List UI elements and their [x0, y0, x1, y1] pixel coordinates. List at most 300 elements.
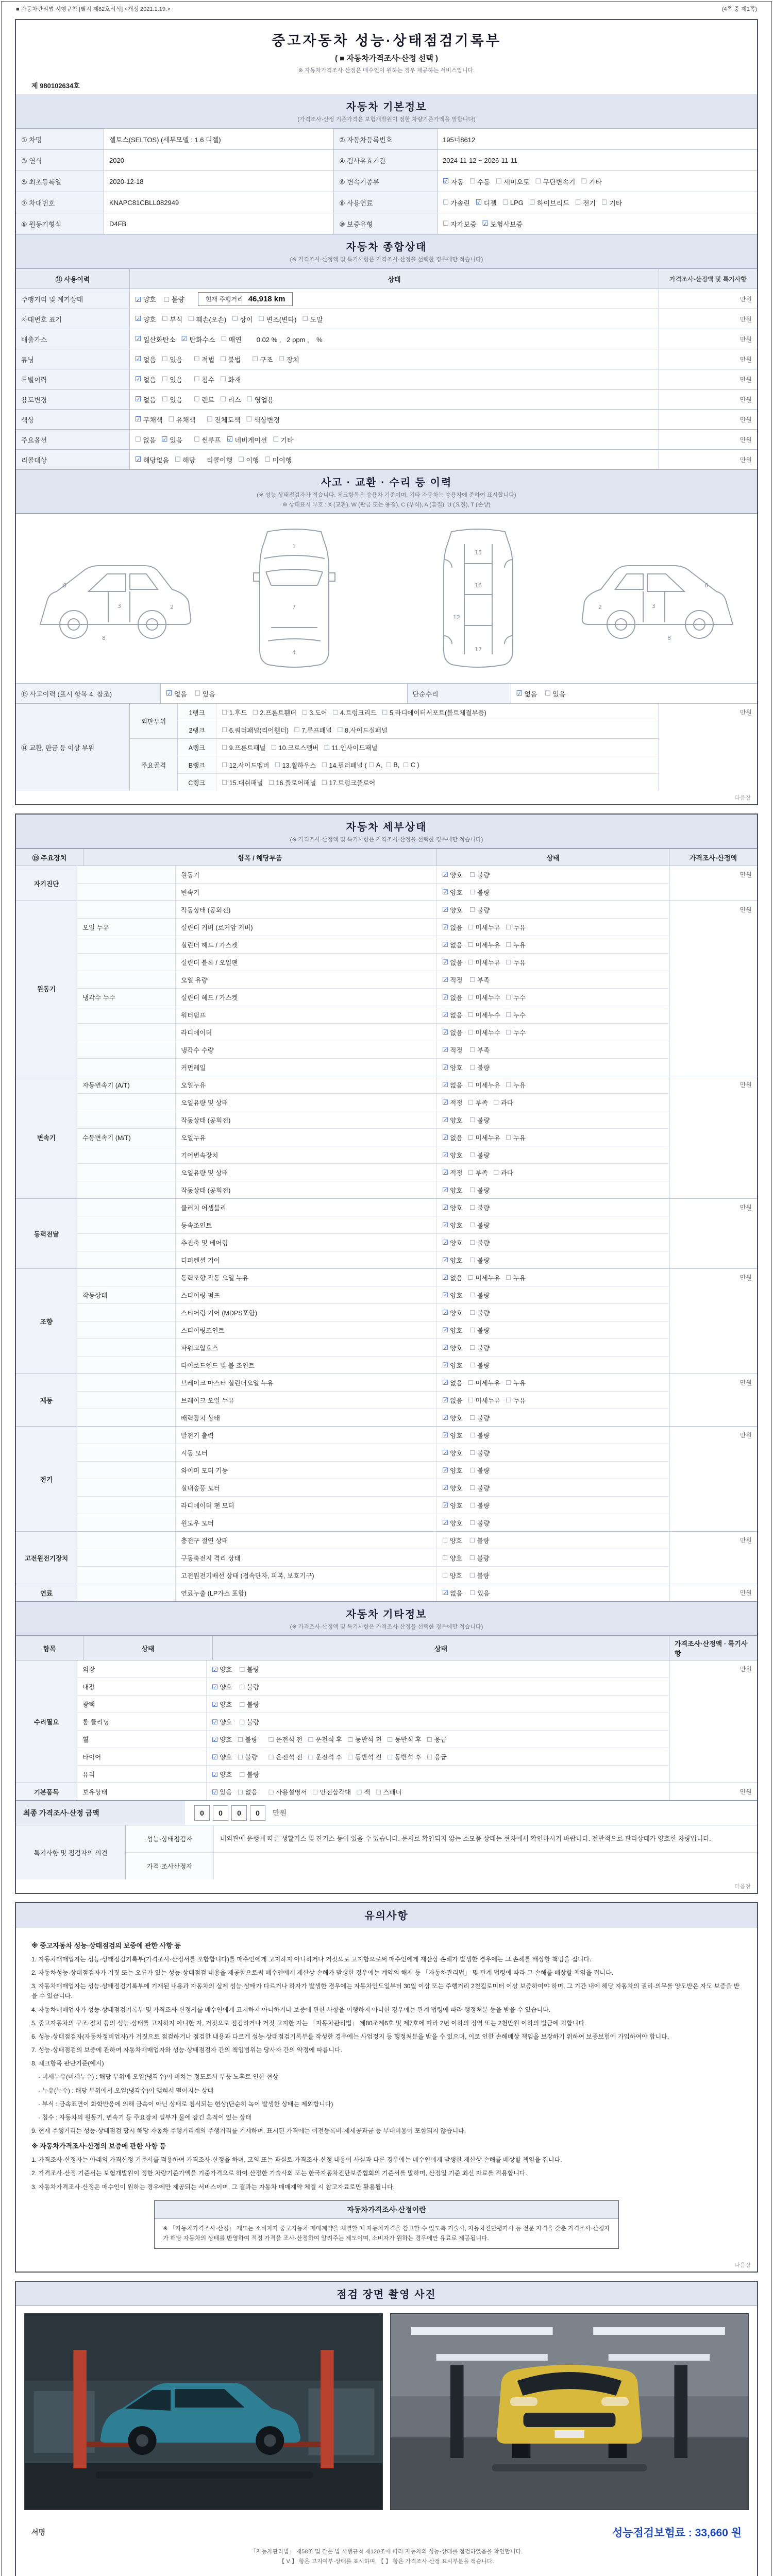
table-row [77, 1427, 669, 1444]
accident-subnote1: (※ 성능·상태점검자가 적습니다. 체크항목은 승용차 기준이며, 기타 자동차는 승용차에 준하여 표시합니다) [257, 492, 516, 498]
table-row [77, 1163, 669, 1181]
photos-title: 점검 장면 촬영 사진 [337, 2289, 436, 2300]
item-part: 외장 [77, 1660, 207, 1677]
table-row [77, 1514, 669, 1531]
status-checkboxes: ☑ 양호 ☐ 불량 [212, 1700, 260, 1708]
device-name: 제동 [16, 1374, 77, 1426]
item-part: 커먼레일 [176, 1059, 437, 1076]
item-group [77, 1216, 176, 1233]
section-box-main [15, 19, 758, 805]
item-part: 워터펌프 [176, 1006, 437, 1023]
table-row [16, 192, 757, 213]
item-group [77, 1041, 176, 1058]
item-part: 시동 모터 [176, 1444, 437, 1461]
device-name: 변속기 [16, 1076, 77, 1198]
status-checkboxes: ☑ 양호 ☐ 불량 [442, 1308, 490, 1317]
table-row [77, 1677, 669, 1695]
detail-section-transmission [16, 1076, 757, 1198]
notice-paragraph: 9. 현재 주행거리는 성능·상태점검 당시 해당 자동차 주행거리계의 주행거리를 기재하며, 표시된 가격에는 이전등록비·제세공과금 등 부대비용이 포함되지 않습니다. [31, 2127, 466, 2135]
table-row [77, 1532, 669, 1549]
status-checkboxes: ☑ 없음 ☐ 미세누유 ☐ 누유 [442, 1080, 526, 1089]
basic-info-subnote: (가격조사·산정 기준가격은 보험개발원이 정한 차량기준가액을 말합니다) [297, 116, 476, 123]
field-label: ① 차명 [16, 129, 104, 149]
signature-label: 서명 [31, 2528, 46, 2536]
notice-header [16, 1903, 757, 1927]
car-name-value: 셀토스(SELTOS) (세부모델 : 1.6 디젤) [104, 129, 333, 149]
status-checkboxes: ☑ 양호 ☐ 불량 [442, 888, 490, 896]
status-checkboxes: ☑ 없음 ☐ 미세누유 ☐ 누유 [442, 1273, 526, 1282]
item-part: 광택 [77, 1696, 207, 1713]
price-cell: 만원 [669, 1199, 757, 1268]
exchange-panel-label: ⑭ 교환, 판금 등 이상 부위 [16, 704, 129, 791]
notice-paragraph: 2. 가격조사·산정 기준서는 보험개발원이 정한 차량기준가액을 기준가격으로 하여 산정한 기술사회 또는 한국자동차진단보증협회의 기준서를 말하며, 산정일 기준 최신 자료를 적용합니다. [31, 2170, 527, 2177]
status-checkboxes-wrap [207, 1678, 669, 1695]
opinion-author: 성능·상태점검자 [126, 1825, 214, 1852]
item-group [77, 884, 176, 901]
basic-info-title: 자동차 기본정보 [346, 101, 427, 113]
rank-row [178, 756, 659, 773]
opinion-text: 내외관에 운행에 따른 생활기스 및 잔기스 등이 있을 수 있습니다. 문서로 확인되지 않는 소모품 상태는 현차에서 확인하시기 바랍니다. 전반적으로 관리상태가 양호한 차량입니다. [220, 1835, 711, 1842]
status-checkboxes: ☑ 양호 ☐ 불량 [442, 1501, 490, 1510]
table-row [77, 1549, 669, 1566]
price-cell: 만원 [669, 1660, 757, 1783]
detail-section-steering [16, 1268, 757, 1374]
status-checkboxes: ☑ 양호 ☐ 불량 [442, 905, 490, 914]
table-row [77, 1093, 669, 1111]
item-group [77, 1549, 176, 1566]
row-label: 주행거리 및 계기상태 [16, 289, 129, 309]
row-label: 주요옵션 [16, 430, 129, 449]
table-row [77, 1391, 669, 1409]
item-group [77, 1269, 176, 1286]
status-checkboxes: ☑ 양호 ☐ 불량 [212, 1770, 260, 1778]
item-group [77, 1006, 176, 1023]
car-diagram-bottom [392, 521, 565, 676]
status-checkboxes: ☑ 양호 ☐ 불량 [442, 1221, 490, 1229]
svg-text:3: 3 [652, 603, 656, 609]
fuel-type-checkboxes: ☐ 가솔린 ☑ 디젤 ☐ LPG ☐ 하이브리드 ☐ 전기 ☐ 기타 [437, 192, 757, 213]
signature-area [16, 2517, 757, 2576]
status-checkboxes: ☑ 적정 ☐ 부족 ☐ 과다 [442, 1168, 513, 1177]
item-group [77, 1409, 176, 1426]
inspection-photo-right [390, 2313, 749, 2510]
status-checkboxes: ☑ 없음 ☐ 미세누수 ☐ 누수 [442, 993, 526, 1002]
item-group [77, 1427, 176, 1444]
table-row [77, 1041, 669, 1058]
frame-panel-category: 주요골격 [130, 739, 178, 791]
status-checkboxes: ☑ 양호 ☐ 불량 [442, 1256, 490, 1264]
rank-items-checkboxes: ☐ 6.쿼터패널(리어휀더) ☐ 7.루프패널 ☐ 8.사이드실패널 [222, 726, 388, 734]
svg-text:7: 7 [292, 604, 296, 611]
price-digit: 0 [231, 1805, 247, 1821]
row-label: 리콜대상 [16, 450, 129, 469]
svg-text:8: 8 [102, 635, 106, 641]
first-registration-value: 2020-12-18 [104, 171, 333, 192]
price-cell: 만원 [659, 410, 757, 429]
rank-label: C랭크 [178, 774, 216, 791]
table-row [77, 1303, 669, 1321]
comprehensive-header [16, 234, 757, 268]
price-digit: 0 [213, 1805, 228, 1821]
row-label: 특별이력 [16, 369, 129, 389]
svg-text:2: 2 [598, 604, 602, 611]
column-header-status: 상태 [212, 1636, 669, 1660]
price-cell: 만원 [659, 450, 757, 469]
table-row [77, 901, 669, 918]
table-row [77, 1146, 669, 1163]
engine-type-value: D4FB [104, 213, 333, 234]
device-name: 전기 [16, 1427, 77, 1531]
accident-subnote2: ※ 상태표시 부호 : X (교환), W (판금 또는 용접), C (부식), A (흠집), U (요철), T (손상) [282, 502, 491, 508]
detail-header [16, 815, 757, 849]
notice-paragraph: 6. 성능·상태점검자(자동차정비업자)가 거짓으로 점검하거나 점검한 내용과 다르게 성능·상태점검기록부를 작성한 경우에는 사업정지 등 행정처분을 받을 수 있으며, 이로 인한 손해배상 책임을 보장하기 위하여 보증보험에 가입하여야 합니다. [31, 2032, 669, 2040]
table-row [77, 1023, 669, 1041]
item-group [77, 1111, 176, 1128]
item-group: 오일 누유 [77, 919, 176, 936]
document-number: 제 980102634호 [31, 82, 80, 90]
photos-header [16, 2282, 757, 2306]
device-name: 동력전달 [16, 1199, 77, 1268]
mileage-status-cell [129, 289, 659, 309]
item-group [77, 1514, 176, 1531]
basic-info-header [16, 94, 757, 128]
item-group [77, 936, 176, 953]
item-group [77, 1444, 176, 1461]
table-row [77, 1765, 669, 1783]
svg-text:6: 6 [704, 582, 709, 589]
detail-column-header [16, 849, 757, 866]
item-group [77, 1584, 176, 1601]
comprehensive-table [16, 268, 757, 469]
table-row [77, 1660, 669, 1677]
status-checkboxes-wrap [207, 1713, 669, 1730]
table-row [77, 1338, 669, 1356]
price-cell: 만원 [669, 1427, 757, 1531]
status-checkboxes: ☑ 양호 ☐ 불량 [442, 1413, 490, 1422]
item-part: 고전원전기배선 상태 (접속단자, 피복, 보호기구) [176, 1567, 437, 1584]
status-checkboxes: ☑ 양호 ☐ 불량 [442, 1518, 490, 1527]
table-row [77, 883, 669, 901]
next-page-marker: 다음장 [734, 2262, 751, 2268]
price-cell: 만원 [669, 866, 757, 901]
item-part: 기어변속장치 [176, 1146, 437, 1163]
comprehensive-subnote: (※ 가격조사·산정액 및 특기사항은 가격조사·산정을 선택한 경우에만 적습니다) [290, 257, 483, 263]
item-part: 발전기 출력 [176, 1427, 437, 1444]
status-checkboxes: ☐ 없음 ☑ 있음 ☐ 썬루프 ☑ 네비게이션 ☐ 기타 [129, 430, 659, 449]
item-group [77, 1479, 176, 1496]
status-checkboxes: ☑ 양호 ☐ 불량 [442, 1150, 490, 1159]
svg-text:6: 6 [62, 582, 66, 589]
table-row [77, 971, 669, 988]
item-part: 보유상태 [77, 1783, 207, 1800]
detail-section-electrical [16, 1426, 757, 1531]
item-part: 휠 [77, 1731, 207, 1748]
item-part: 룸 클리닝 [77, 1713, 207, 1730]
basic-info-table [16, 128, 757, 234]
status-checkboxes: ☑ 없음 ☐ 미세누유 ☐ 누유 [442, 1133, 526, 1142]
item-part: 작동상태 (공회전) [176, 901, 437, 918]
car-diagram-side-right [576, 521, 748, 676]
status-checkboxes: ☑ 양호 ☐ 불량 [442, 1115, 490, 1124]
table-row [16, 429, 757, 449]
document-header [16, 20, 757, 94]
table-row [77, 1695, 669, 1713]
table-row [77, 1479, 669, 1496]
table-row [16, 449, 757, 469]
inspection-photos [16, 2306, 757, 2517]
rank-label: B랭크 [178, 756, 216, 773]
item-part: 스티어링조인트 [176, 1321, 437, 1338]
status-checkboxes: ☑ 없음 ☐ 미세누유 ☐ 누유 [442, 958, 526, 967]
field-label: ⑩ 보증유형 [333, 213, 437, 234]
table-row [77, 988, 669, 1006]
status-checkboxes: ☑ 양호 ☐ 불량 [442, 1291, 490, 1299]
item-group [77, 954, 176, 971]
status-checkboxes: ☑ 양호 ☐ 불량 [442, 1203, 490, 1212]
notice-paragraph: - 누유(누수) : 해당 부위에서 오일(냉각수)이 맺혀서 떨어지는 상태 [31, 2087, 214, 2094]
accident-header [16, 469, 757, 514]
status-checkboxes: ☑ 해당없음 ☐ 해당 리콜이행 ☐ 이행 ☐ 미이행 [129, 450, 659, 469]
rank-row [178, 721, 659, 738]
price-digit: 0 [250, 1805, 265, 1821]
status-checkboxes: ☑ 없음 ☐ 미세누유 ☐ 누유 [442, 940, 526, 949]
item-part: 오일누유 [176, 1129, 437, 1146]
table-row [16, 409, 757, 429]
table-row [16, 128, 757, 149]
item-part: 연료누출 (LP가스 포함) [176, 1584, 437, 1601]
document-page [1, 1, 772, 2576]
table-row [77, 1286, 669, 1303]
status-checkboxes: ☐ 양호 ☐ 불량 [442, 1572, 490, 1580]
item-part: 배력장치 상태 [176, 1409, 437, 1426]
opinion-row [126, 1825, 757, 1852]
rank-row [178, 704, 659, 721]
accident-history-row [16, 683, 757, 703]
notice-paragraph: 1. 자동차매매업자는 성능·상태점검기록부(가격조사·산정서를 포함합니다)를 매수인에게 고지하지 아니하거나 거짓으로 고지함으로써 매수인에게 재산상 손해가 발생한 경우에는 그 손해를 배상할 책임을 집니다. [31, 1955, 592, 1963]
price-cell: 만원 [659, 309, 757, 329]
price-cell: 만원 [669, 901, 757, 1076]
row-label: 튜닝 [16, 349, 129, 369]
notice-paragraph: 3. 자동차가격조사·산정은 매수인이 원하는 경우에만 제공되는 서비스이며, 그 결과는 자동차 매매계약 체결 시 참고자료로만 활용됩니다. [31, 2183, 395, 2191]
status-checkboxes: ☑ 적정 ☐ 부족 ☐ 과다 [442, 1098, 513, 1107]
price-cell: 만원 [669, 1269, 757, 1374]
svg-text:17: 17 [474, 646, 482, 653]
item-part: 충전구 절연 상태 [176, 1532, 437, 1549]
current-mileage-label: 현재 주행거리 [205, 295, 243, 303]
table-row [16, 213, 757, 234]
accident-title: 사고 · 교환 · 수리 등 이력 [321, 477, 452, 488]
item-part: 오일유량 및 상태 [176, 1164, 437, 1181]
item-group [77, 1094, 176, 1111]
accident-history-checkboxes: ☑ 없음 ☐ 있음 [160, 684, 407, 703]
price-survey-info-title: 자동차가격조사·산정이란 [155, 2201, 618, 2219]
section-box-photos [15, 2281, 758, 2576]
current-mileage-box [198, 292, 293, 306]
status-checkboxes: ☑ 양호 ☐ 불량 [442, 1483, 490, 1492]
inspection-period-value: 2024-11-12 ~ 2026-11-11 [437, 150, 757, 171]
comprehensive-title: 자동차 종합상태 [346, 242, 427, 253]
table-row [16, 349, 757, 369]
field-label: ⑤ 최초등록일 [16, 171, 104, 192]
svg-text:3: 3 [117, 603, 121, 609]
status-checkboxes: ☑ 없음 ☐ 미세누수 ☐ 누수 [442, 1010, 526, 1019]
price-cell: 만원 [669, 1374, 757, 1426]
model-year-value: 2020 [104, 150, 333, 171]
table-row [77, 1058, 669, 1076]
table-row-mileage [16, 289, 757, 309]
status-checkboxes: ☑ 양호 ☐ 불량 ☐ 운전석 전 ☐ 운전석 후 ☐ 동반석 전 ☐ 동반석 후 ☐ 응급 [212, 1753, 447, 1761]
table-row [77, 1199, 669, 1216]
price-cell: 만원 [659, 329, 757, 349]
table-row [77, 1181, 669, 1198]
item-part: 와이퍼 모터 기능 [176, 1462, 437, 1479]
rank-items-checkboxes: ☐ 9.프론트패널 ☐ 10.크로스멤버 ☐ 11.인사이드패널 [222, 744, 378, 752]
item-part: 라디에이터 팬 모터 [176, 1497, 437, 1514]
price-cell: 만원 [659, 704, 757, 791]
table-row [77, 1006, 669, 1023]
detail-section-engine [16, 901, 757, 1076]
item-part: 작동상태 (공회전) [176, 1111, 437, 1128]
price-digit: 0 [194, 1805, 210, 1821]
notice-paragraph: 5. 중고자동차의 구조·장치 등의 성능·상태를 고지하지 아니한 자, 거짓으로 점검하거나 거짓 고지한 자는 「자동차관리법」 제80조제6호 및 제7호에 따라 2년 이하의 징역 또는 2천만원 이하의 벌금에 처합니다. [31, 2019, 586, 2027]
column-header-status: 상태 [436, 849, 669, 866]
table-row [77, 1566, 669, 1584]
detail-section-self-diagnosis [16, 866, 757, 901]
item-part: 냉각수 수량 [176, 1041, 437, 1058]
item-group: 수동변속기 (M/T) [77, 1129, 176, 1146]
car-diagram-top [208, 521, 381, 676]
status-checkboxes-wrap [207, 1731, 669, 1748]
table-row [16, 149, 757, 171]
svg-text:15: 15 [474, 549, 482, 556]
item-part: 추진축 및 베어링 [176, 1234, 437, 1251]
status-checkboxes-wrap [207, 1748, 669, 1765]
notice-title: 유의사항 [364, 1910, 409, 1922]
status-checkboxes: ☑ 양호 ☐ 불량 [442, 1185, 490, 1194]
price-cell: 만원 [669, 1532, 757, 1584]
other-info-subnote: (※ 가격조사·산정액 및 특기사항은 가격조사·산정을 선택한 경우에만 적습니다) [290, 1624, 483, 1630]
status-checkboxes: ☑ 양호 ☐ 불량 [442, 1238, 490, 1247]
current-mileage-value: 46,918 km [248, 294, 285, 303]
price-survey-select-label: ( ■ 자동차가격조사·산정 선택 ) [334, 54, 439, 63]
item-part: 작동상태 (공회전) [176, 1181, 437, 1198]
rank-label: 2랭크 [178, 721, 216, 738]
price-survey-info-text: ※ 「자동차가격조사·산정」 제도는 소비자가 중고자동차 매매계약을 체결할 때 자동차가격을 참고할 수 있도록 기술사, 자동차진단평가사 등 전문 자격을 갖춘 가격조사·산정자가 해당 자동차의 상태를 반영하여 적정 가격을 조사·산정하여 알려주는 제도이며, 소비자가 원하는 경우에만 유료로 제공됩니다. [163, 2226, 610, 2242]
item-group [77, 1357, 176, 1374]
item-part: 스티어링 펌프 [176, 1286, 437, 1303]
opinion-row [126, 1852, 757, 1879]
frame-panel-group [130, 738, 659, 791]
page-title: 중고자동차 성능·상태점검기록부 [272, 33, 501, 48]
opinion-text [214, 1853, 757, 1879]
table-row [77, 1111, 669, 1128]
rank-row [178, 773, 659, 791]
item-group: 자동변속기 (A/T) [77, 1076, 176, 1093]
item-part: 동력조향 작동 오일 누유 [176, 1269, 437, 1286]
table-row [77, 1783, 669, 1800]
status-checkboxes: ☑ 일산화탄소 ☑ 탄화수소 ☐ 매연 0.02 % , 2 ppm , % [129, 329, 659, 349]
rank-items-checkboxes: ☐ 12.사이드멤버 ☐ 13.휠하우스 ☐ 14.필러패널 ( ☐ A, ☐ B, ☐ C ) [222, 761, 419, 769]
item-part: 오일 유량 [176, 971, 437, 988]
price-cell: 만원 [659, 349, 757, 369]
final-price-label: 최종 가격조사·산정 금액 [16, 1801, 185, 1825]
table-row [77, 1584, 669, 1601]
other-section-repair [16, 1660, 757, 1783]
other-column-header [16, 1636, 757, 1660]
inspection-insurance-premium [612, 2524, 742, 2540]
status-checkboxes-wrap [207, 1696, 669, 1713]
item-part: 원동기 [176, 866, 437, 883]
column-header-use: ⑪ 사용이력 [55, 275, 90, 283]
price-cell: 만원 [669, 1783, 757, 1800]
item-part: 실린더 헤드 / 가스켓 [176, 989, 437, 1006]
row-label: 배출가스 [16, 329, 129, 349]
item-part: 라디에이터 [176, 1024, 437, 1041]
table-row [77, 1713, 669, 1730]
column-header-device: ⑮ 주요장치 [32, 854, 67, 862]
table-row [77, 1251, 669, 1268]
svg-text:12: 12 [452, 614, 460, 621]
status-checkboxes: ☑ 적정 ☐ 부족 [442, 1045, 490, 1054]
accident-history-label: ⑬ 사고이력 (표시 항목 4. 참조) [16, 684, 160, 703]
status-checkboxes: ☑ 없음 ☐ 있음 [442, 1588, 490, 1597]
detail-section-powertrain [16, 1198, 757, 1268]
mileage-status-checkboxes: ☑ 양호 ☐ 불량 [135, 295, 184, 303]
table-row [77, 1356, 669, 1374]
price-cell: 만원 [659, 369, 757, 389]
status-checkboxes: ☑ 양호 ☐ 불량 [442, 1343, 490, 1352]
item-group [77, 1462, 176, 1479]
exchange-panel-body [129, 704, 659, 791]
item-part: 실내송풍 모터 [176, 1479, 437, 1496]
status-checkboxes: ☑ 없음 ☐ 있음 ☐ 적법 ☐ 불법 ☐ 구조 ☐ 장치 [129, 349, 659, 369]
item-part: 파워고압호스 [176, 1339, 437, 1356]
item-group [77, 1199, 176, 1216]
table-row [16, 309, 757, 329]
table-header-row [16, 268, 757, 289]
row-label: 색상 [16, 410, 129, 429]
item-part: 스티어링 기어 (MDPS포함) [176, 1304, 437, 1321]
svg-text:8: 8 [667, 635, 671, 641]
outer-panel-group [130, 704, 659, 738]
item-group [77, 1374, 176, 1391]
table-row [77, 1496, 669, 1514]
notice-section-a-title: ※ 중고자동차 성능·상태점검의 보증에 관한 사항 등 [31, 1942, 181, 1950]
premium-label: 성능점검보험료 : [612, 2527, 692, 2539]
notice-paragraph: 2. 자동차성능·상태점검자가 거짓 또는 오류가 있는 성능·상태점검 내용을 제공함으로써 매수인에게 재산상 손해가 발생한 경우에는 계약의 해제 등 「자동차관리법」 및 관계 법령에 따라 그 손해를 배상할 책임을 집니다. [31, 1969, 613, 1976]
car-diagram-side-left [25, 521, 197, 676]
status-checkboxes: ☑ 양호 ☐ 불량 [442, 1431, 490, 1439]
table-row [77, 1748, 669, 1765]
column-header-status: 상태 [129, 269, 659, 289]
item-part: 윈도우 모터 [176, 1514, 437, 1531]
item-group [77, 1234, 176, 1251]
table-row [77, 1461, 669, 1479]
other-section-name: 기본품목 [16, 1783, 77, 1800]
item-group [77, 1339, 176, 1356]
item-group [77, 1059, 176, 1076]
notice-paragraph: 8. 체크항목 판단기준(예시) [31, 2060, 104, 2067]
simple-repair-checkboxes: ☑ 없음 ☐ 있음 [511, 684, 758, 703]
row-label: 용도변경 [16, 389, 129, 409]
status-checkboxes: ☑ 양호 ☐ 불량 [442, 1063, 490, 1072]
field-label: ⑦ 차대번호 [16, 192, 104, 213]
service-note: ※ 자동차가격조사·산정은 매수인이 원하는 경우 제공하는 서비스입니다. [298, 67, 475, 74]
field-label: ② 자동차등록번호 [333, 129, 437, 149]
item-group [77, 1304, 176, 1321]
table-row [16, 369, 757, 389]
item-part: 등속조인트 [176, 1216, 437, 1233]
